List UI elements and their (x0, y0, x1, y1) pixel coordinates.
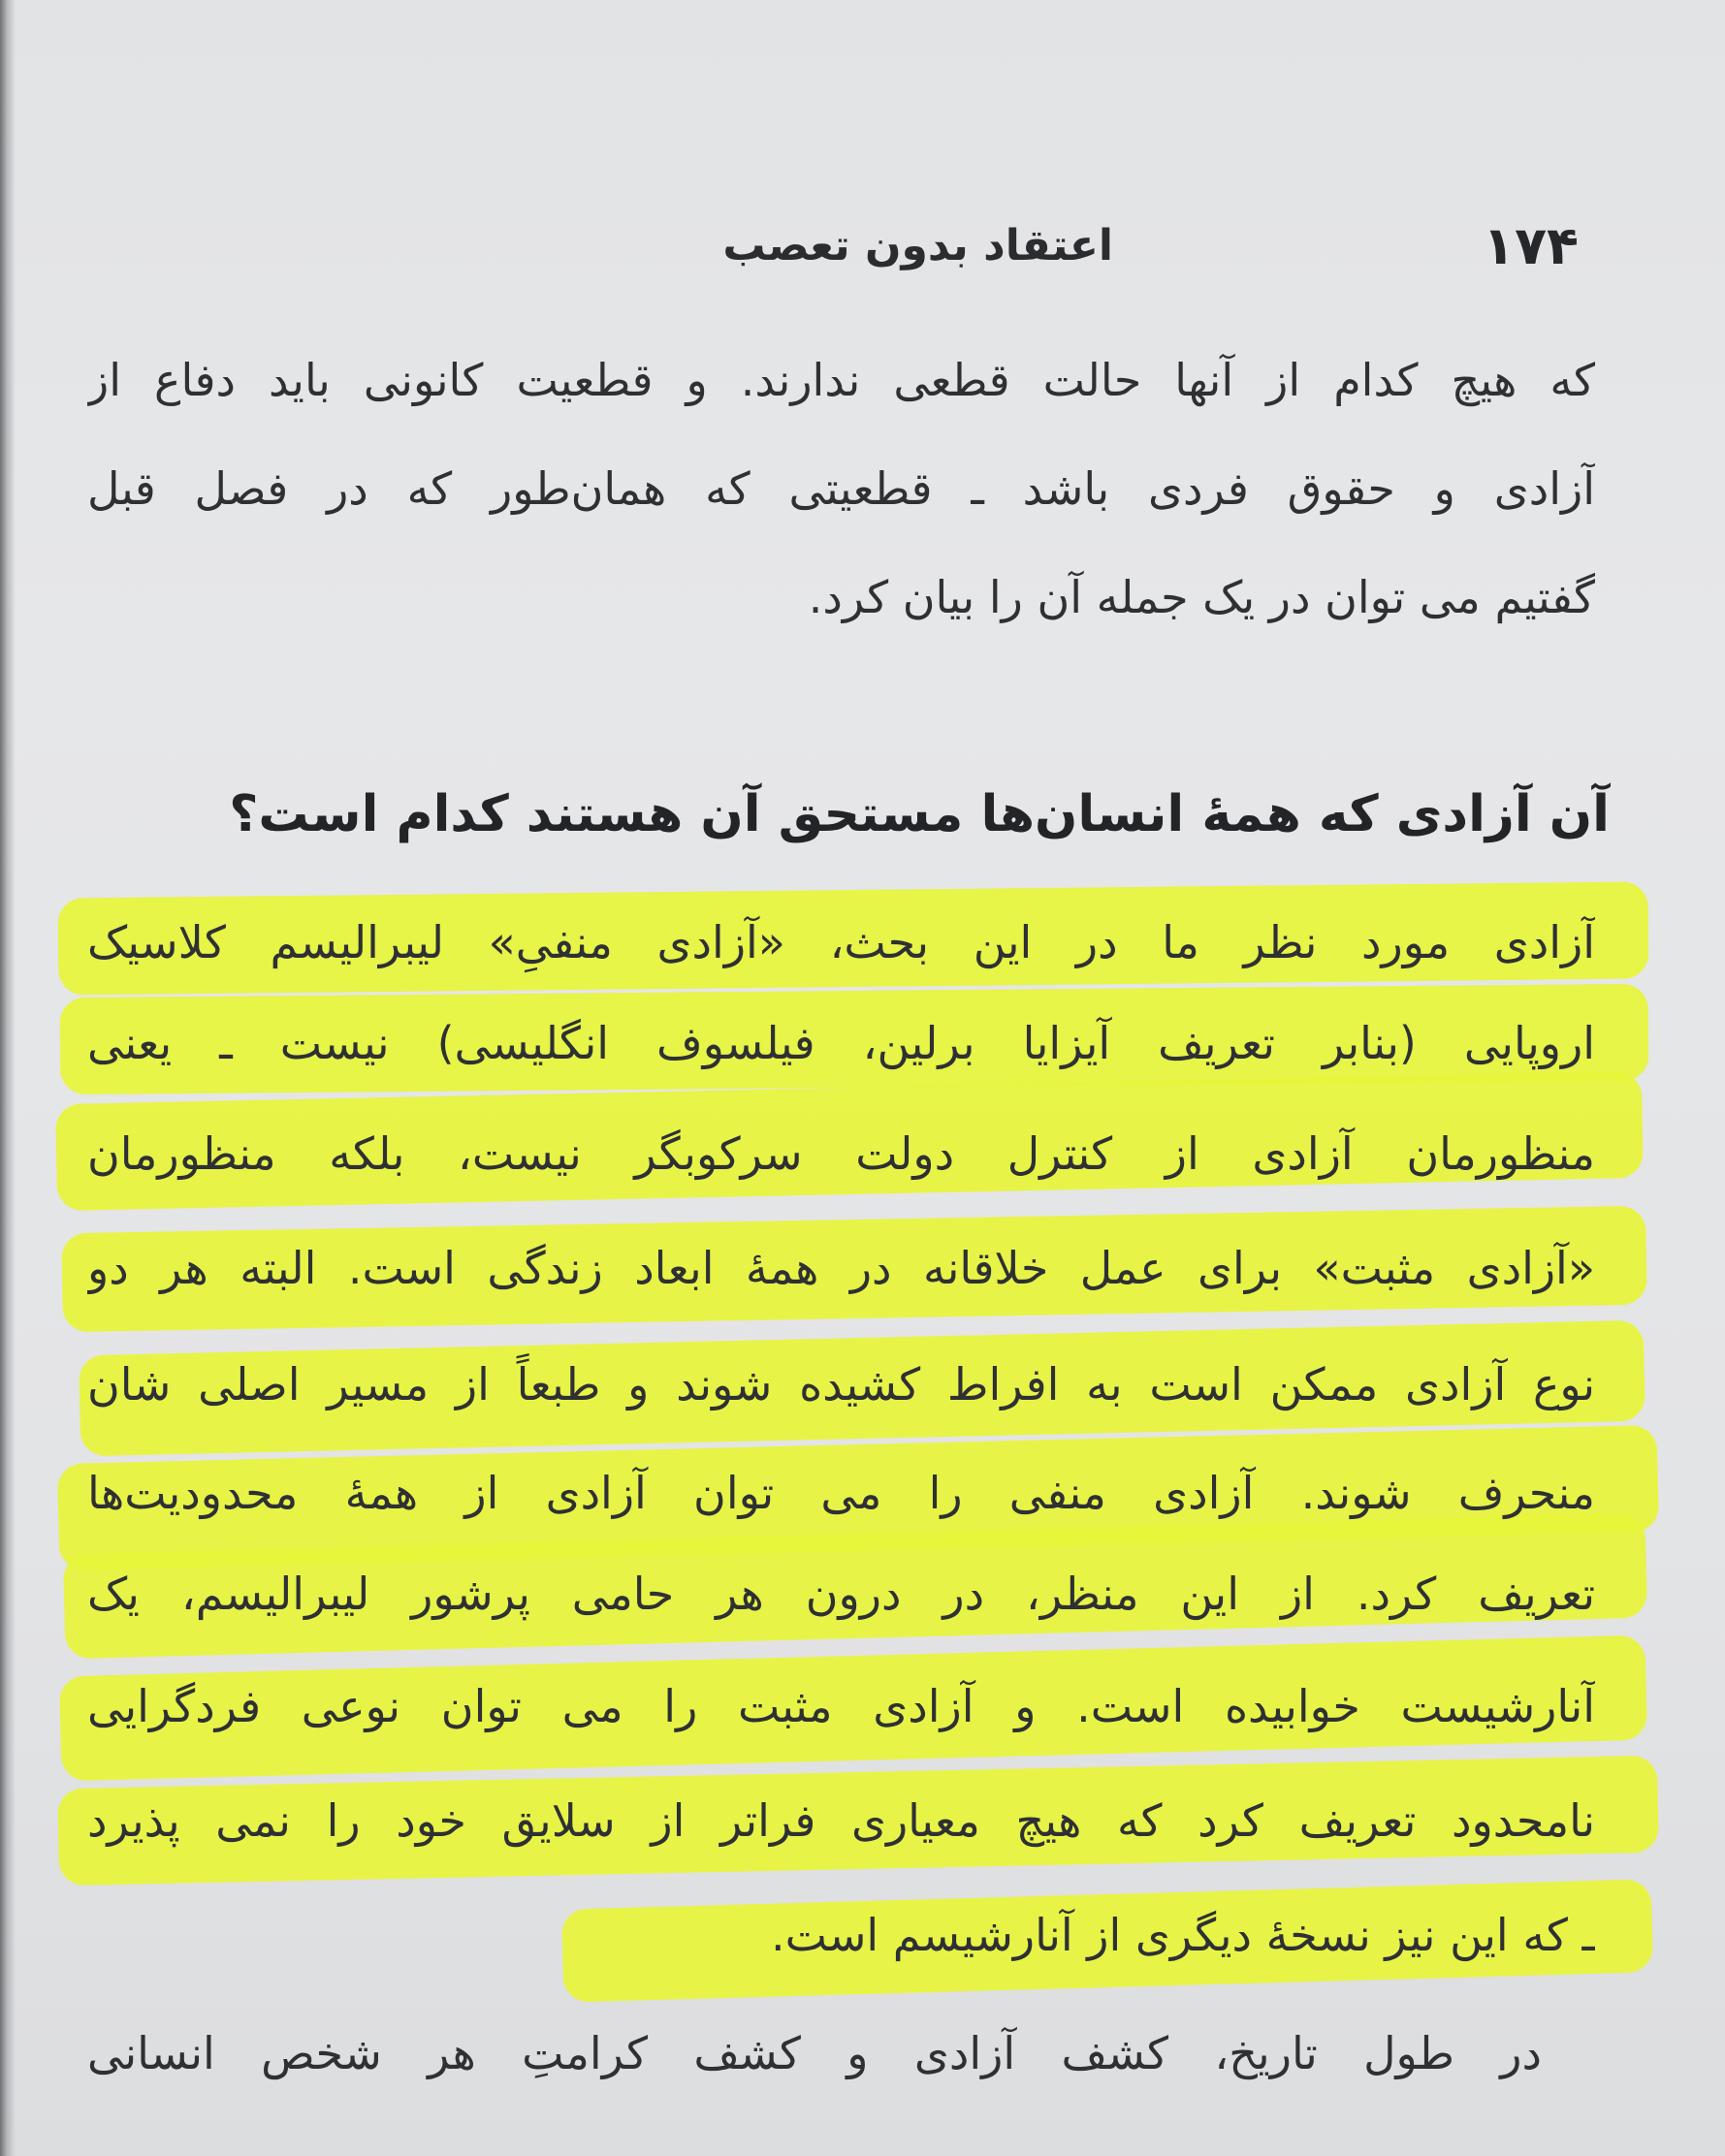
paragraph-line-10: ـ که این نیز نسخهٔ دیگری از آنارشیسم است. (771, 1909, 1595, 1961)
paragraph-line-1: آزادی مورد نظر ما در این بحث، «آزادی منفیِ» لیبرالیسم کلاسیک (87, 916, 1595, 968)
intro-line-1: که هیچ کدام از آنها حالت قطعی ندارند. و قطعیت کانونی باید دفاع از (87, 354, 1595, 406)
intro-line-2: آزادی و حقوق فردی باشد ـ قطعیتی که همان‌طور که در فصل قبل (87, 462, 1595, 515)
paragraph-line-2: اروپایی (بنابر تعریف آیزایا برلین، فیلسوف انگلیسی) نیست ـ یعنی (87, 1017, 1595, 1069)
paragraph-line-4: «آزادی مثبت» برای عمل خلاقانه در همهٔ ابعاد زندگی است. البته هر دو (87, 1242, 1595, 1294)
paragraph-line-9: نامحدود تعریف کرد که هیچ معیاری فراتر از سلایق خود را نمی پذیرد (87, 1794, 1595, 1847)
section-heading: آن آزادی که همهٔ انسان‌ها مستحق آن هستند کدام است؟ (229, 785, 1610, 843)
intro-line-3: گفتیم می توان در یک جمله آن را بیان کرد. (808, 571, 1595, 623)
page-header (87, 215, 1600, 293)
paragraph-line-5: نوع آزادی ممکن است به افراط کشیده شوند و طبعاً از مسیر اصلی شان (87, 1358, 1595, 1411)
closing-line-1: در طول تاریخ، کشف آزادی و کشف کرامتِ هر شخص انسانی (87, 2027, 1542, 2079)
paragraph-line-7: تعریف کرد. از این منظر، در درون هر حامی پرشور لیبرالیسم، یک (87, 1568, 1595, 1620)
page-number: ۱۷۴ (1483, 215, 1579, 276)
paragraph-line-8: آنارشیست خوابیده است. و آزادی مثبت را می توان نوعی فردگرایی (87, 1680, 1595, 1732)
page-gutter-shadow (0, 0, 16, 2156)
running-title: اعتقاد بدون تعصب (722, 221, 1113, 270)
paragraph-line-6: منحرف شوند. آزادی منفی را می توان آزادی از همهٔ محدودیت‌ها (87, 1467, 1595, 1519)
paragraph-line-3: منظورمان آزادی از کنترل دولت سرکوبگر نیست، بلکه منظورمان (87, 1127, 1595, 1180)
